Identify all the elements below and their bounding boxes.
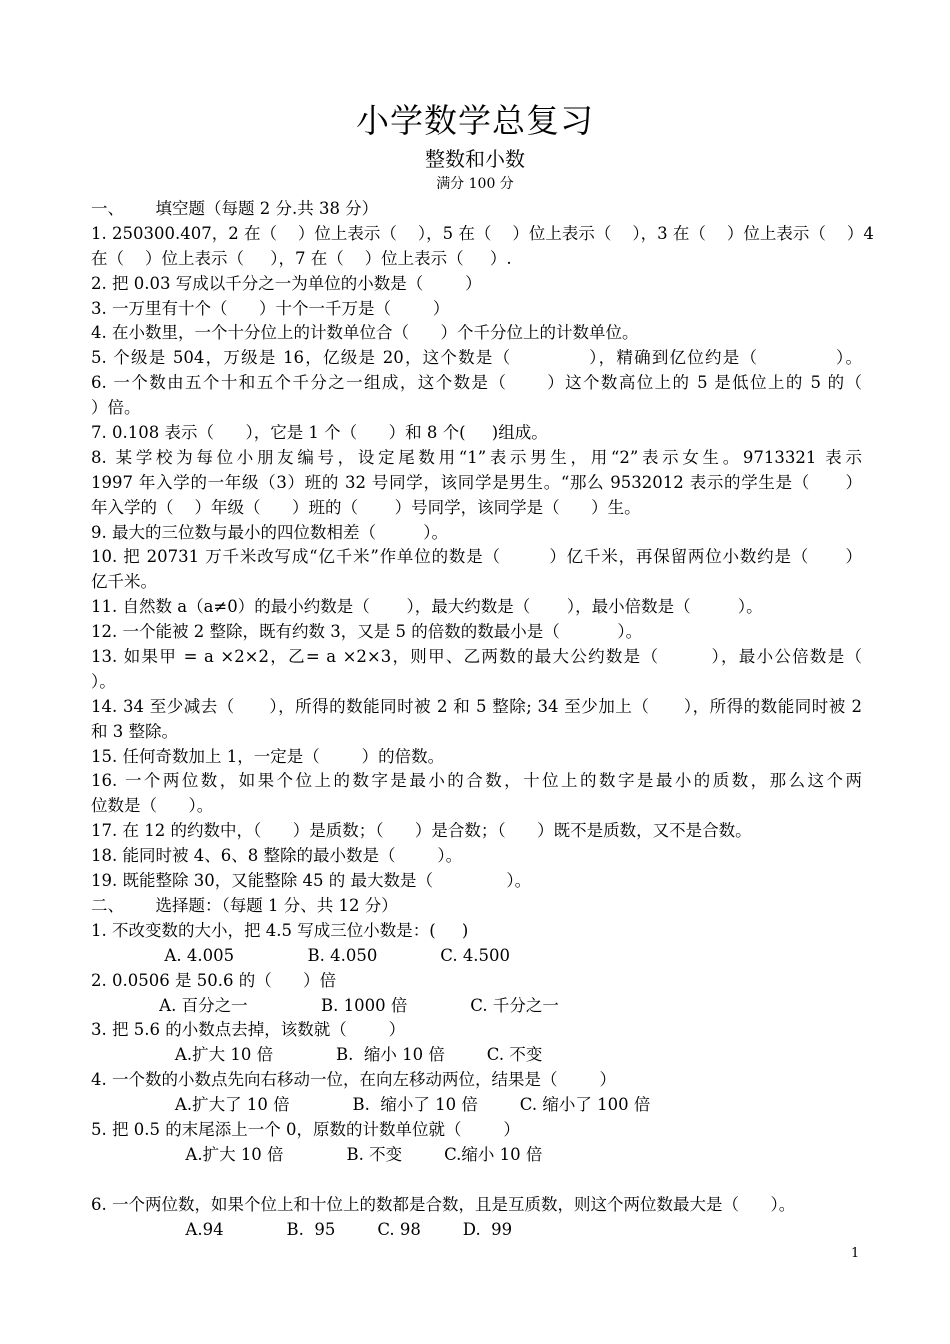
text-line: 13. 如果甲 = a ×2×2，乙= a ×2×3，则甲、乙两数的最大公约数是（ ），最小公倍数是（ [91,647,862,667]
text-line: 和 3 整除。 [91,721,178,741]
text-line: 二、 选择题：（每题 1 分、共 12 分） [91,895,398,915]
text-line: ）倍。 [91,398,141,418]
text-line: 1. 250300.407，2 在（ ）位上表示（ ），5 在（ ）位上表示（ ），3 在（ ）位上表示（ ）4 [91,223,874,243]
text-line: 5. 把 0.5 的末尾添上一个 0，原数的计数单位就（ ） [91,1119,520,1139]
text-line: 一、 填空题（每题 2 分.共 38 分） [91,199,379,218]
text-line: 3. 把 5.6 的小数点去掉，该数就（ ） [91,1020,406,1040]
text-line: 2. 0.0506 是 50.6 的（ ）倍 [91,970,337,990]
text-line: 6. 一个数由五个十和五个千分之一组成，这个数是（ ）这个数高位上的 5 是低位上的 5 的（ [91,373,862,393]
text-line: 9. 最大的三位数与最小的四位数相差（ ）。 [91,522,448,542]
text-line: 位数是（ ）。 [91,796,214,816]
text-line: 3. 一万里有十个（ ）十个一千万是（ ） [91,298,450,318]
text-line: A.扩大了 10 倍 B. 缩小了 10 倍 C. 缩小了 100 倍 [91,1095,651,1115]
page-number: 1 [851,1246,860,1261]
text-line: 亿千米。 [91,572,157,592]
text-line: 11. 自然数 a（a≠0）的最小约数是（ ），最大约数是（ ），最小倍数是（ ）。 [91,597,763,617]
text-line: A. 百分之一 B. 1000 倍 C. 千分之一 [91,995,559,1015]
text-line: 10. 把 20731 万千米改写成“亿千米”作单位的数是（ ）亿千米，再保留两位小数约是（ ） [91,547,862,567]
text-line: 17. 在 12 的约数中，（ ）是质数；（ ）是合数；（ ）既不是质数，又不是合数。 [91,821,752,841]
text-line: 7. 0.108 表示（ ），它是 1 个（ ）和 8 个( )组成。 [91,423,548,443]
text-line: 年入学的（ ）年级（ ）班的（ ）号同学，该同学是（ ）生。 [91,497,641,517]
text-line: A. 4.005 B. 4.050 C. 4.500 [91,945,511,965]
text-line: 14. 34 至少减去（ ），所得的数能同时被 2 和 5 整除; 34 至少加上（ ），所得的数能同时被 2 [91,696,862,716]
text-line: A.扩大 10 倍 B. 缩小 10 倍 C. 不变 [91,1045,543,1065]
text-line: 12. 一个能被 2 整除，既有约数 3，又是 5 的倍数的数最小是（ ）。 [91,622,643,642]
text-line: 5. 个级是 504，万级是 16，亿级是 20，这个数是（ ），精确到亿位约是（ ）。 [91,348,862,368]
text-line: 8. 某学校为每位小朋友编号，设定尾数用“1”表示男生，用“2”表示女生。9713321 表示 [91,447,862,467]
text-line: 在（ ）位上表示（ ），7 在（ ）位上表示（ ）. [91,248,512,268]
text-line: A.扩大 10 倍 B. 不变 C.缩小 10 倍 [91,1144,543,1164]
text-line: 19. 既能整除 30，又能整除 45 的 最大数是（ ）。 [91,871,532,891]
text-line: A.94 B. 95 C. 98 D. 99 [91,1219,513,1239]
text-line: 6. 一个两位数，如果个位上和十位上的数都是合数，且是互质数，则这个两位数最大是（ ）。 [91,1194,796,1214]
question-body [91,197,874,1242]
text-line: 18. 能同时被 4、6、8 整除的最小数是（ ）。 [91,846,463,866]
text-line: 2. 把 0.03 写成以千分之一为单位的小数是（ ） [91,273,482,293]
text-line: 4. 在小数里，一个十分位上的计数单位合（ ）个千分位上的计数单位。 [91,323,639,343]
text-line: ）。 [91,671,116,691]
text-line: 1997 年入学的一年级（3）班的 32 号同学，该同学是男生。“那么 9532012 表示的学生是（ ） [91,472,862,492]
text-line: 16. 一个两位数，如果个位上的数字是最小的合数，十位上的数字是最小的质数，那么这个两 [91,771,862,791]
document-subtitle: 整数和小数 [425,147,525,171]
text-line: 1. 不改变数的大小，把 4.5 写成三位小数是：( ) [91,920,469,940]
text-line [91,1168,862,1193]
full-score-note: 满分 100 分 [436,176,514,192]
text-line: 4. 一个数的小数点先向右移动一位，在向左移动两位，结果是（ ） [91,1070,616,1090]
document-title: 小学数学总复习 [356,101,594,140]
text-line: 15. 任何奇数加上 1，一定是（ ）的倍数。 [91,746,445,766]
